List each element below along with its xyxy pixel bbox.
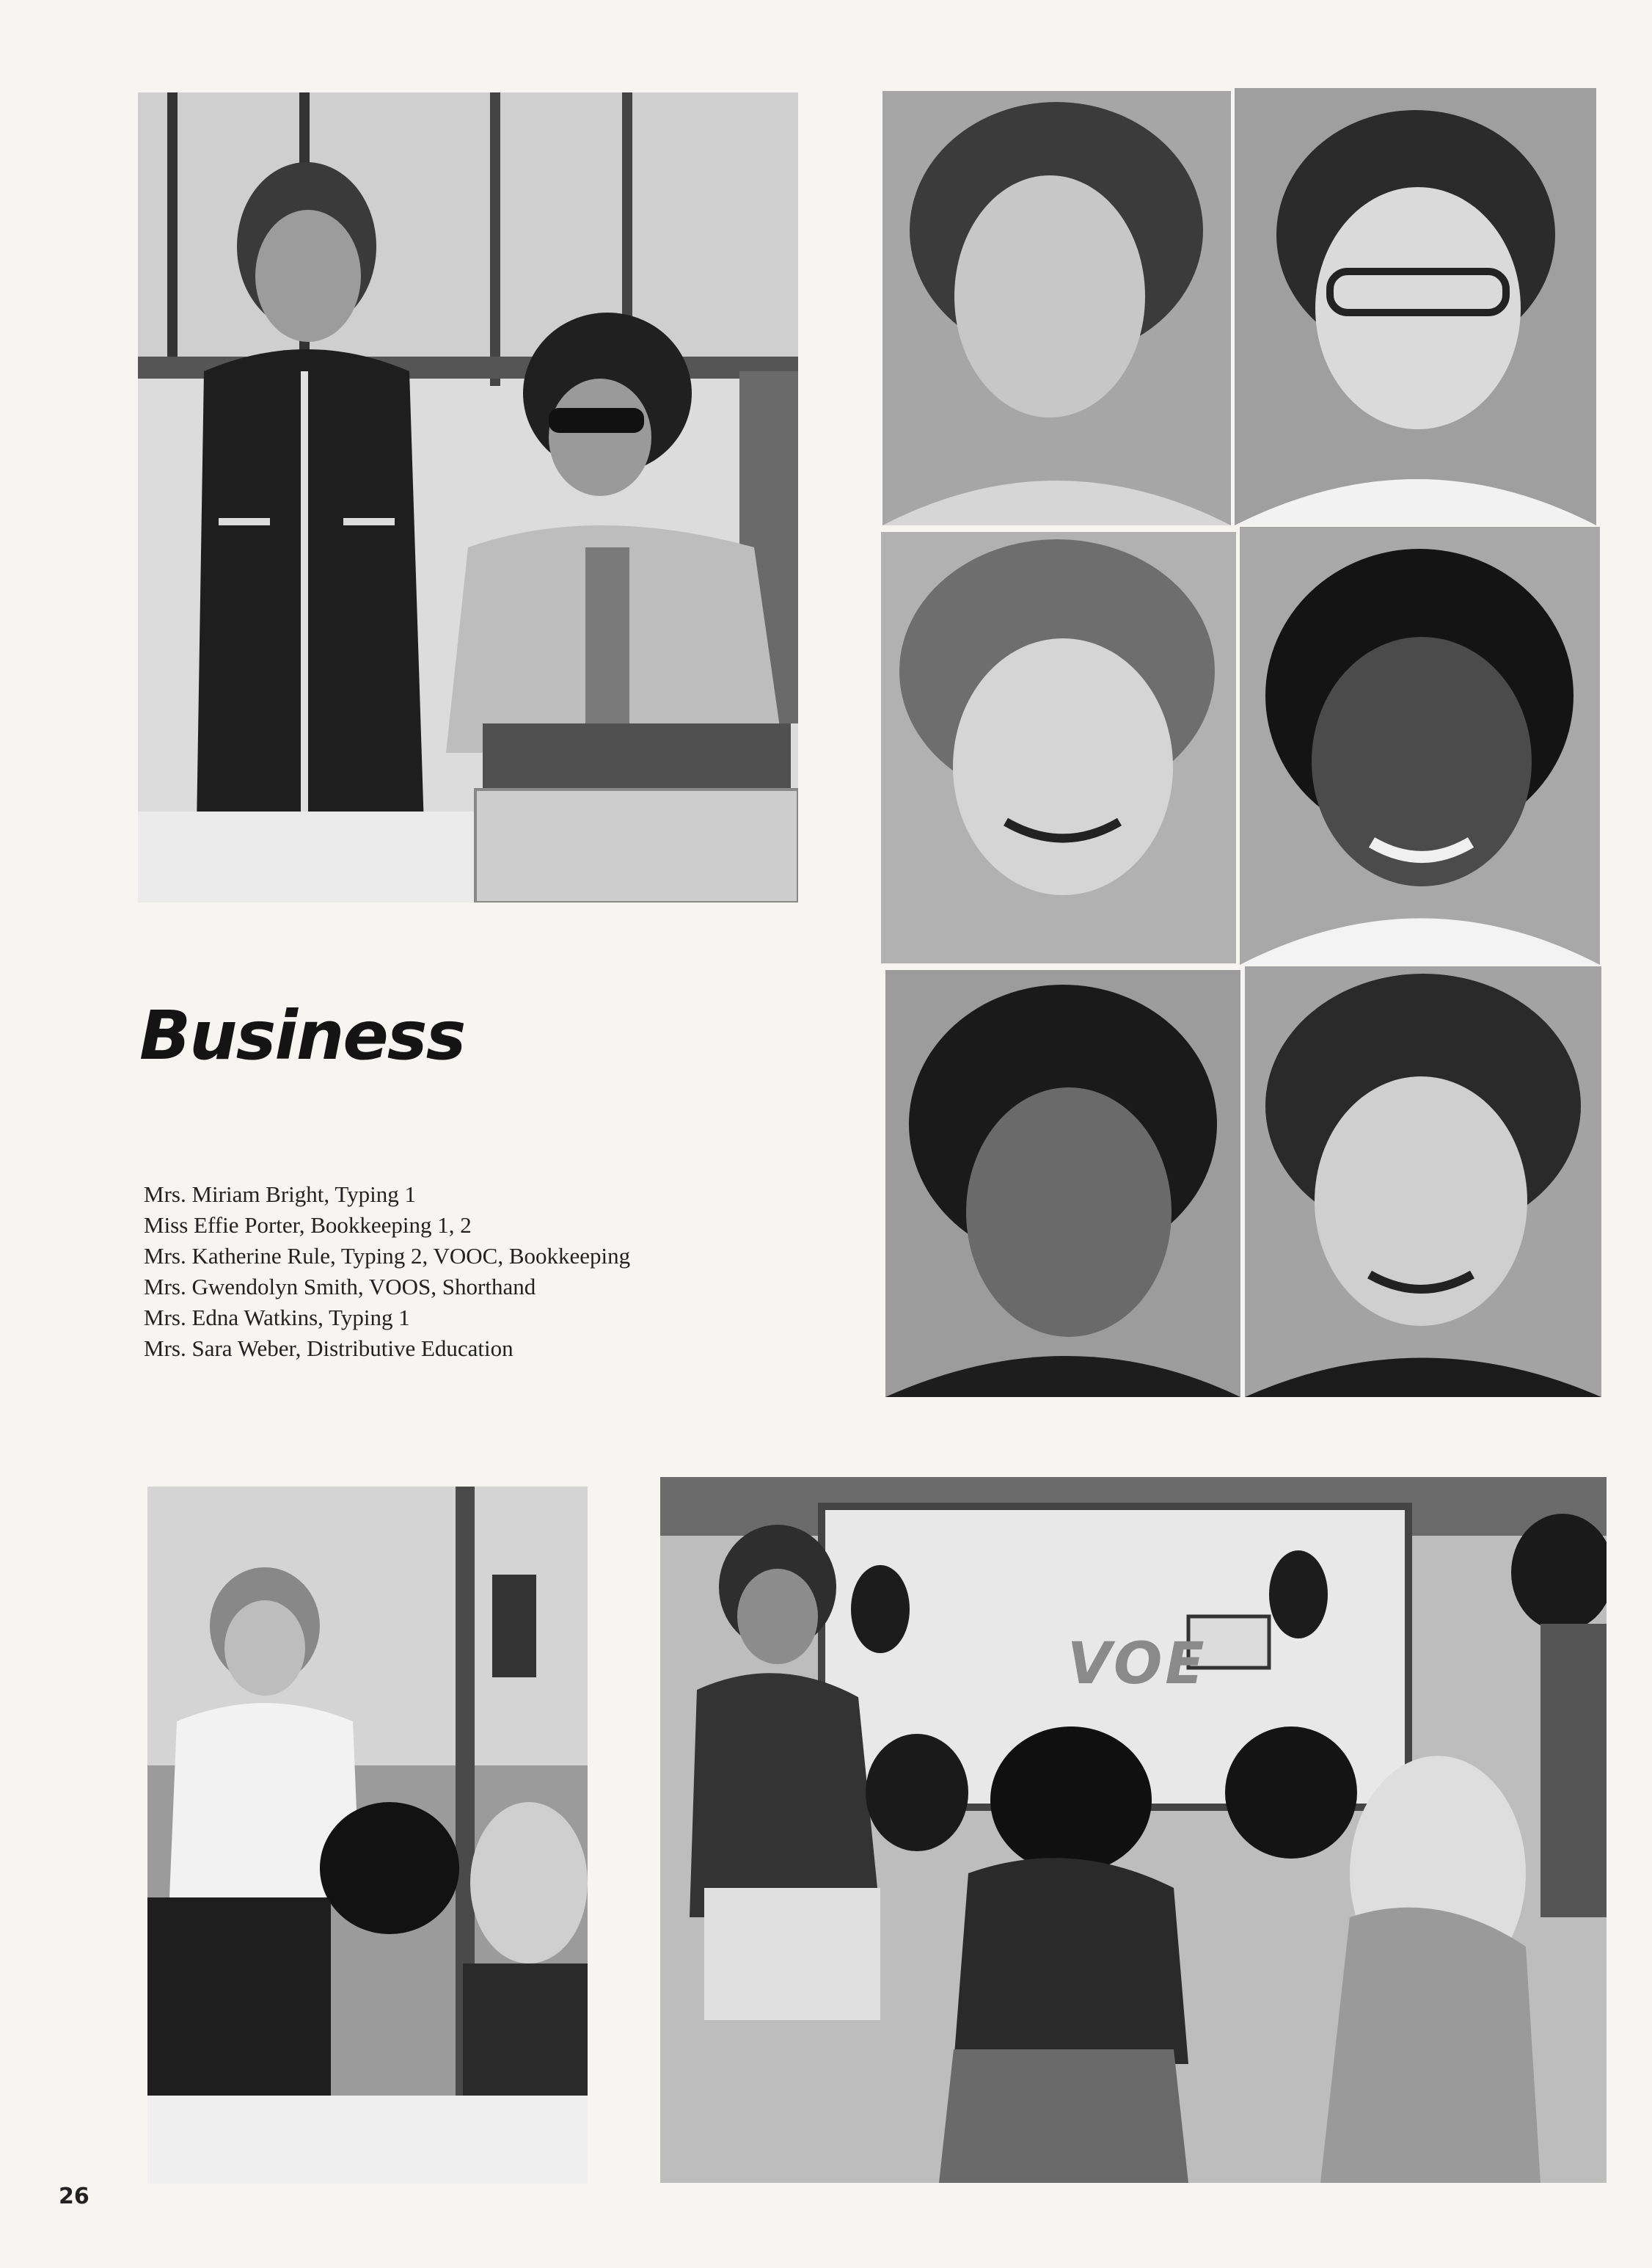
roster-entry: Mrs. Gwendolyn Smith, VOOS, Shorthand	[144, 1274, 536, 1299]
roster-entry: Mrs. Katherine Rule, Typing 2, VOOC, Bookkeeping	[144, 1243, 631, 1269]
portrait-4-drawing	[1240, 527, 1600, 965]
portrait-5-drawing	[885, 970, 1240, 1397]
portrait-1-drawing	[882, 91, 1231, 525]
portrait-2-drawing	[1235, 88, 1596, 525]
roster-entry: Miss Effie Porter, Bookkeeping 1, 2	[144, 1212, 472, 1238]
writing-class-drawing	[147, 1487, 588, 2184]
roster-entry: Mrs. Edna Watkins, Typing 1	[144, 1305, 410, 1330]
voe-group-drawing	[660, 1477, 1607, 2183]
photo-typing-class	[138, 92, 798, 903]
photo-writing-class	[147, 1487, 588, 2184]
portrait-5	[885, 970, 1240, 1397]
faculty-roster	[144, 1179, 630, 1364]
portrait-6-drawing	[1245, 966, 1601, 1397]
portrait-6	[1245, 966, 1601, 1397]
portrait-3-drawing	[881, 532, 1236, 963]
portrait-4	[1240, 527, 1600, 965]
typing-class-drawing	[138, 92, 798, 903]
roster-entry: Mrs. Miriam Bright, Typing 1	[144, 1181, 416, 1207]
portrait-2	[1235, 88, 1596, 525]
portrait-1	[882, 91, 1231, 525]
photo-voe-group	[660, 1477, 1607, 2183]
portrait-3	[881, 532, 1236, 963]
page-number: 26	[59, 2184, 89, 2209]
section-title: Business	[139, 996, 465, 1075]
roster-entry: Mrs. Sara Weber, Distributive Education	[144, 1335, 513, 1361]
voe-board-text: VOE	[1067, 1631, 1207, 1697]
